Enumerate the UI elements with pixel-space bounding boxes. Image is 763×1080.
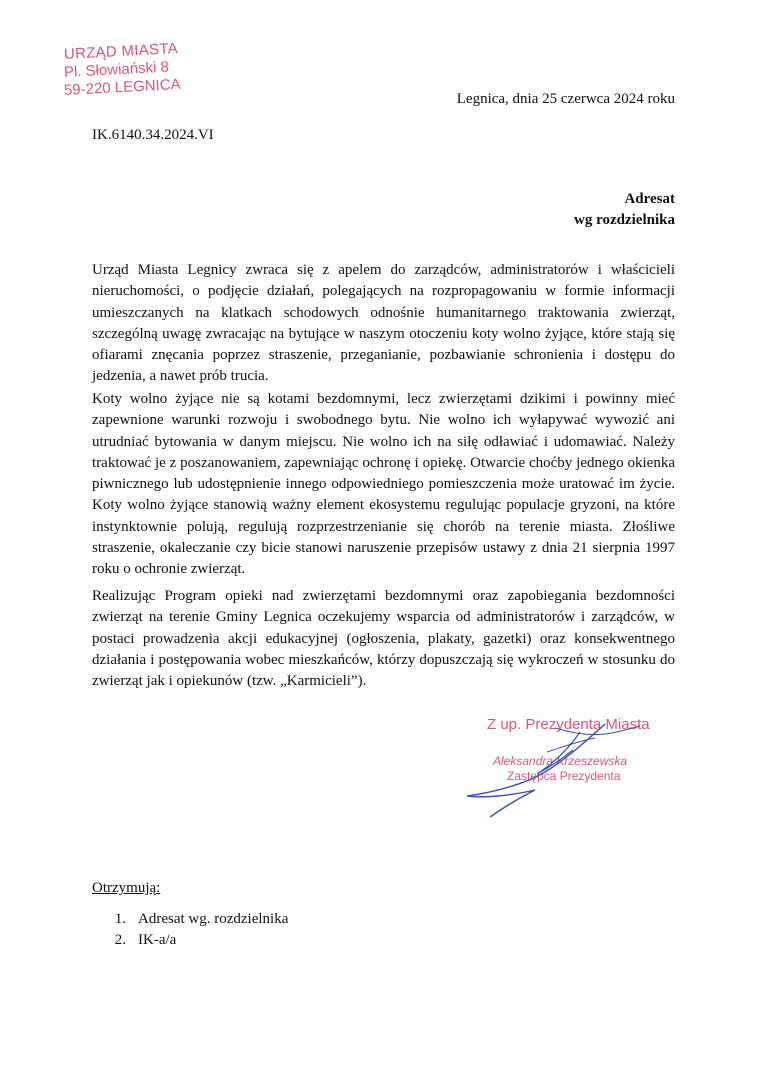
signature-stamp-title: Zastępca Prezydenta <box>507 769 621 783</box>
body-paragraph-2: Koty wolno żyjące nie są kotami bezdomnymi, lecz zwierzętami dzikimi i powinny mieć zapewnione warunki rozwoju i swobodnego bytu. Nie wolno ich wyłapywać wywozić ani utrudniać bytowania w danym miejscu. Nie wolno ich na siłę odławiać i udomawiać. Należy traktować je z poszanowaniem, zapewniając ochronę i opiekę. Otwarcie choćby jednego okienka piwnicznego lub udostępnienie innego odpowiedniego pomieszczenia może uratować im życie. Koty wolno żyjące stanowią ważny element ekosystemu regulując populacje gryzoni, na które instynktownie polują, regulują rozprzestrzenianie się chorób na terenie miasta. Złośliwe straszenie, okaleczanie czy bicie stanowi naruszenie przepisów ustawy z dnia 21 sierpnia 1997 roku o ochronie zwierząt. <box>92 391 675 578</box>
list-item <box>92 909 288 930</box>
recipients-heading: Otrzymują: <box>92 880 161 896</box>
recipient-number: 2. <box>114 932 126 948</box>
handwritten-signature <box>455 712 685 822</box>
list-item <box>92 930 288 951</box>
signature-stamp-name: Aleksandra Krzeszewska <box>493 754 628 768</box>
addressee-line-1: Adresat <box>624 191 675 207</box>
addressee-line-2: wg rozdzielnika <box>574 212 675 228</box>
recipient-text: Adresat wg. rozdzielnika <box>138 911 289 927</box>
body-paragraph-3: Realizując Program opieki nad zwierzętami bezdomnymi oraz zapobiegania bezdomności zwierząt na terenie Gminy Legnica oczekujemy wsparcia od administratorów i zarządców, w postaci prowadzenia akcji edukacyjnej (ogłoszenia, plakaty, gazetki) oraz konsekwentnego działania i postępowania wobec mieszkańców, którzy dopuszczają się wykroczeń w stosunku do zwierząt jak i opiekunów (tzw. „Karmicieli”). <box>92 588 675 690</box>
office-stamp <box>63 40 214 100</box>
stamp-line-city: 59-220 LEGNICA <box>63 75 181 99</box>
stamp-line-office: URZĄD MIASTA <box>63 40 179 63</box>
signature-stamp-authorization: Z up. Prezydenta Miasta <box>487 716 650 733</box>
recipients-list <box>92 909 288 951</box>
reference-number: IK.6140.34.2024.VI <box>92 127 214 143</box>
addressee-block <box>574 189 675 231</box>
place-and-date: Legnica, dnia 25 czerwca 2024 roku <box>456 91 675 107</box>
recipient-text: IK-a/a <box>138 932 177 948</box>
stamp-line-street: Pl. Słowiański 8 <box>63 58 170 81</box>
signature-block <box>455 712 685 822</box>
body-paragraph-1: Urząd Miasta Legnicy zwraca się z apelem do zarządców, administratorów i właścicieli nieruchomości, o podjęcie działań, polegających na rozpropagowaniu w formie informacji umieszczanych na klatkach schodowych odnośnie humanitarnego traktowania zwierząt, szczególną uwagę zwracając na bytujące w naszym otoczeniu koty wolno żyjące, które stają się ofiarami znęcania poprzez straszenie, przeganianie, pozbawianie schronienia i dostępu do jedzenia, a nawet prób trucia. <box>92 262 675 385</box>
recipient-number: 1. <box>114 911 126 927</box>
